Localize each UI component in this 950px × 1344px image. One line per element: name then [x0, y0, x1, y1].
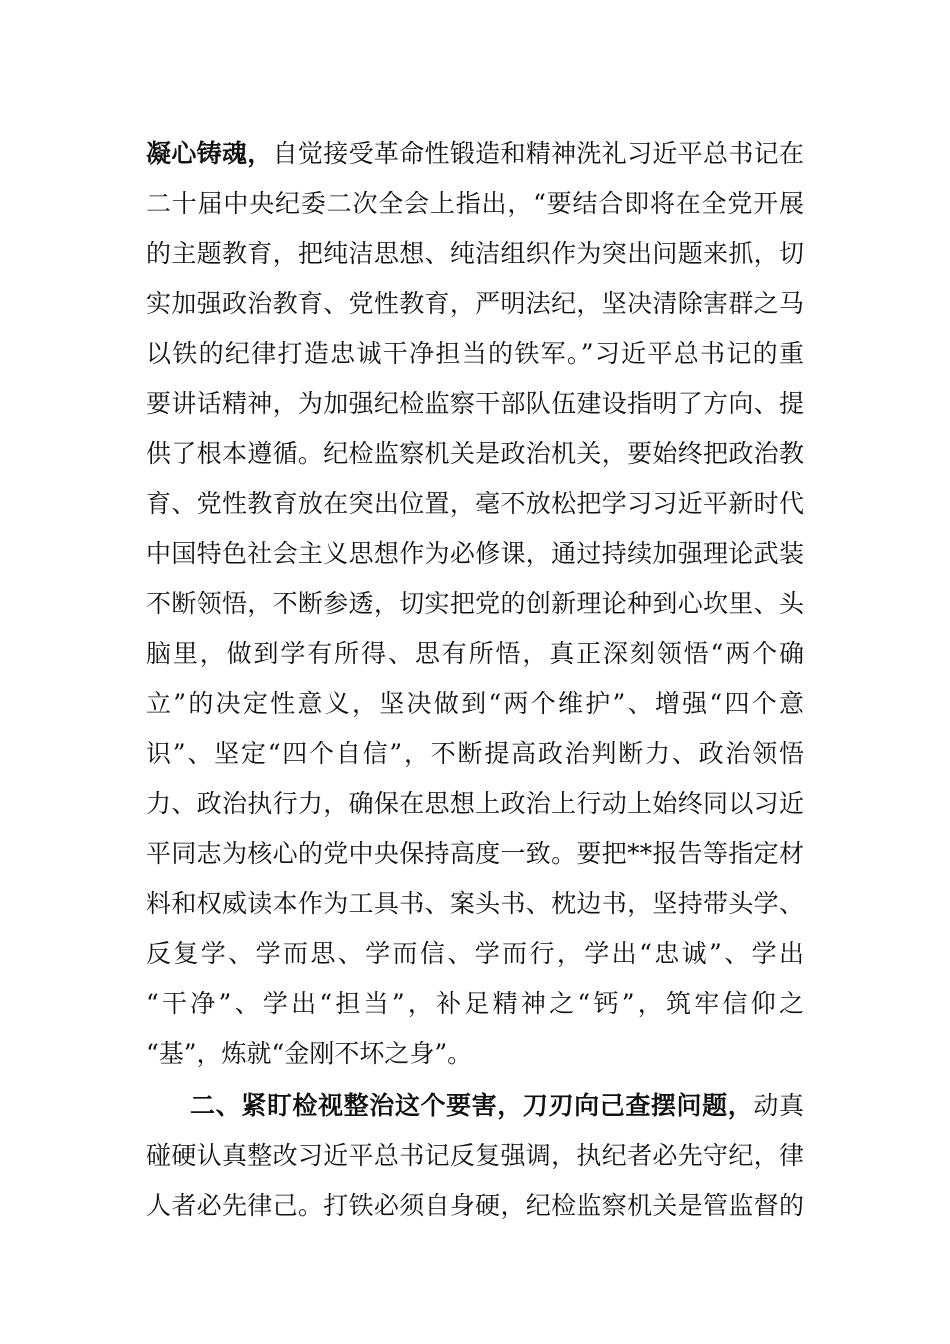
text-span: 动真	[753, 1091, 804, 1120]
text-line: 平同志为核心的党中央保持高度一致。要把**报告等指定材	[146, 839, 804, 868]
text-line: 二十届中央纪委二次全会上指出，“要结合即将在全党开展	[146, 189, 804, 218]
text-line	[146, 128, 804, 180]
text-line: 人者必先律己。打铁必须自身硬，纪检监察机关是管监督的	[146, 1191, 804, 1220]
text-line: 实加强政治教育、党性教育，严明法纪，坚决清除害群之马	[146, 289, 804, 318]
text-line: 中国特色社会主义思想作为必修课，通过持续加强理论武装	[146, 539, 804, 568]
text-line: 供了根本遵循。纪检监察机关是政治机关，要始终把政治教	[146, 439, 804, 468]
text-line: 识”、坚定“四个自信”，不断提高政治判断力、政治领悟	[146, 739, 804, 768]
text-line: 要讲话精神，为加强纪检监察干部队伍建设指明了方向、提	[146, 389, 804, 418]
section-heading-bold: 凝心铸魂，	[146, 139, 273, 168]
text-line: 立”的决定性意义，坚决做到“两个维护”、增强“四个意	[146, 689, 805, 718]
text-line: “基”，炼就“金刚不坏之身”。	[146, 1039, 473, 1068]
text-line: 碰硬认真整改习近平总书记反复强调，执纪者必先守纪，律	[146, 1141, 804, 1170]
text-line: “干净”、学出“担当”，补足精神之“钙”，筑牢信仰之	[146, 989, 804, 1018]
text-line: 料和权威读本作为工具书、案头书、枕边书，坚持带头学、	[146, 889, 804, 918]
text-line: 育、党性教育放在突出位置，毫不放松把学习习近平新时代	[146, 489, 804, 518]
text-line: 脑里，做到学有所得、思有所悟，真正深刻领悟“两个确	[146, 639, 804, 668]
text-line: 不断领悟，不断参透，切实把党的创新理论种到心坎里、头	[146, 589, 804, 618]
text-line: 力、政治执行力，确保在思想上政治上行动上始终同以习近	[146, 789, 804, 818]
text-line: 反复学、学而思、学而信、学而行，学出“忠诚”、学出	[146, 939, 804, 968]
text-line: 以铁的纪律打造忠诚干净担当的铁军。”习近平总书记的重	[146, 339, 804, 368]
section-heading-bold: 二、紧盯检视整治这个要害，刀刃向己查摆问题，	[190, 1091, 754, 1120]
text-line	[190, 1080, 804, 1132]
text-span: 自觉接受革命性锻造和精神洗礼习近平总书记在	[272, 139, 804, 168]
text-line: 的主题教育，把纯洁思想、纯洁组织作为突出问题来抓，切	[146, 239, 804, 268]
